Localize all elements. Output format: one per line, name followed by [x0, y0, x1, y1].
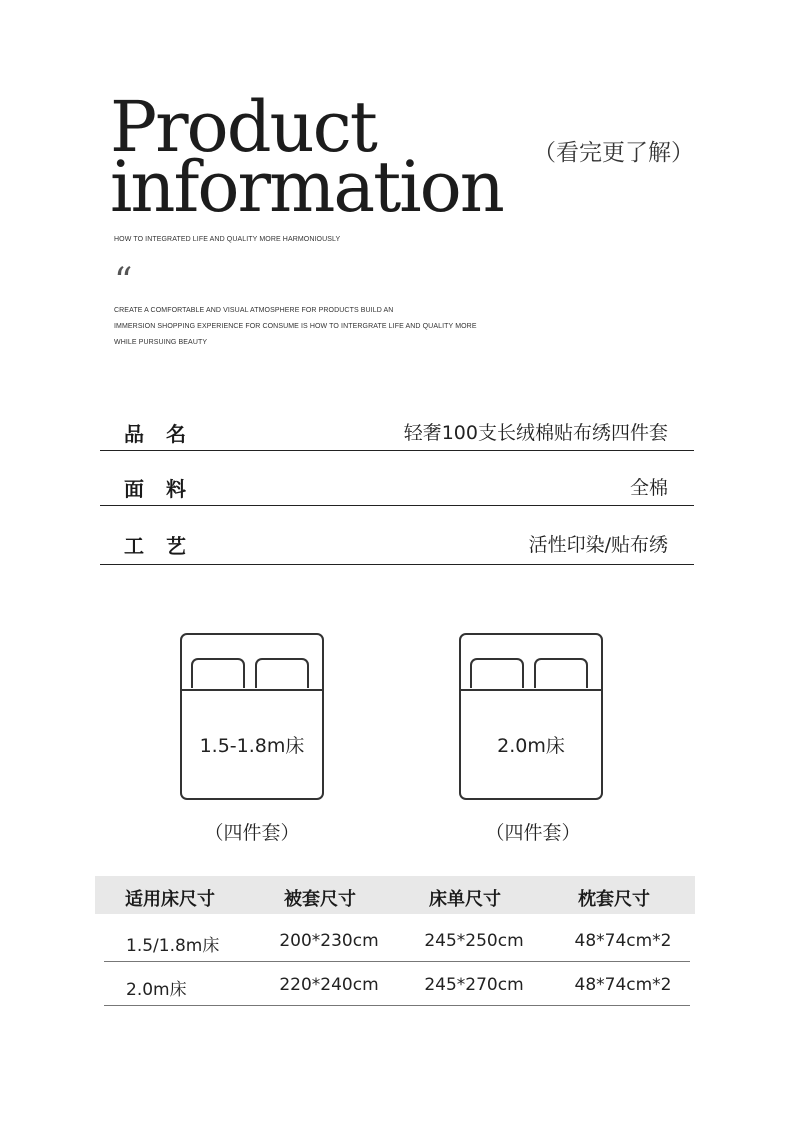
- bed-caption: （四件套）: [204, 822, 300, 844]
- cell-pillowcase-size: 48*74cm*2: [574, 975, 672, 995]
- pillow-icon: [470, 658, 524, 688]
- header-duvet-size: 被套尺寸: [284, 889, 356, 910]
- header-bed-size: 适用床尺寸: [125, 889, 215, 910]
- tagline: HOW TO INTEGRATED LIFE AND QUALITY MORE HARMONIOUSLY: [114, 236, 341, 243]
- cell-bed-size: 2.0m床: [126, 980, 187, 1000]
- info-row-fabric: [100, 451, 694, 506]
- bed-size-label: 2.0m床: [497, 735, 565, 757]
- title-line-2: information: [110, 146, 503, 228]
- info-value: 轻奢100支长绒棉贴布绣四件套: [403, 422, 668, 444]
- quote-mark-icon: “: [114, 261, 133, 302]
- header-pillowcase-size: 枕套尺寸: [578, 889, 650, 910]
- cell-sheet-size: 245*270cm: [424, 975, 524, 995]
- title-line-1: Product: [110, 86, 376, 168]
- pillow-icon: [534, 658, 588, 688]
- info-value: 活性印染/贴布绣: [528, 534, 668, 556]
- intro-line-3: WHILE PURSUING BEAUTY: [114, 339, 208, 346]
- pillow-icon: [191, 658, 245, 688]
- subtitle: （看完更了解）: [533, 140, 694, 166]
- table-row: [104, 917, 690, 962]
- intro-line-2: IMMERSION SHOPPING EXPERIENCE FOR CONSUME IS HOW TO INTERGRATE LIFE AND QUALITY MORE: [114, 323, 477, 330]
- cell-pillowcase-size: 48*74cm*2: [574, 931, 672, 951]
- info-label: 品名: [124, 422, 208, 446]
- size-table-header: [95, 876, 695, 914]
- cell-sheet-size: 245*250cm: [424, 931, 524, 951]
- info-label: 工艺: [124, 534, 208, 558]
- duvet-edge: [180, 689, 324, 691]
- duvet-edge: [459, 689, 603, 691]
- bed-diagram-2: [459, 633, 603, 800]
- bed-caption: （四件套）: [485, 822, 581, 844]
- info-row-product-name: [100, 400, 694, 451]
- bed-size-label: 1.5-1.8m床: [199, 735, 305, 757]
- info-row-craft: [100, 506, 694, 565]
- cell-duvet-size: 200*230cm: [279, 931, 379, 951]
- bed-diagram-1: [180, 633, 324, 800]
- header-sheet-size: 床单尺寸: [429, 889, 501, 910]
- pillow-icon: [255, 658, 309, 688]
- intro-line-1: CREATE A COMFORTABLE AND VISUAL ATMOSPHERE FOR PRODUCTS BUILD AN: [114, 307, 394, 314]
- cell-duvet-size: 220*240cm: [279, 975, 379, 995]
- table-row: [104, 961, 690, 1006]
- info-label: 面料: [124, 477, 208, 501]
- cell-bed-size: 1.5/1.8m床: [126, 936, 220, 956]
- info-value: 全棉: [629, 477, 668, 499]
